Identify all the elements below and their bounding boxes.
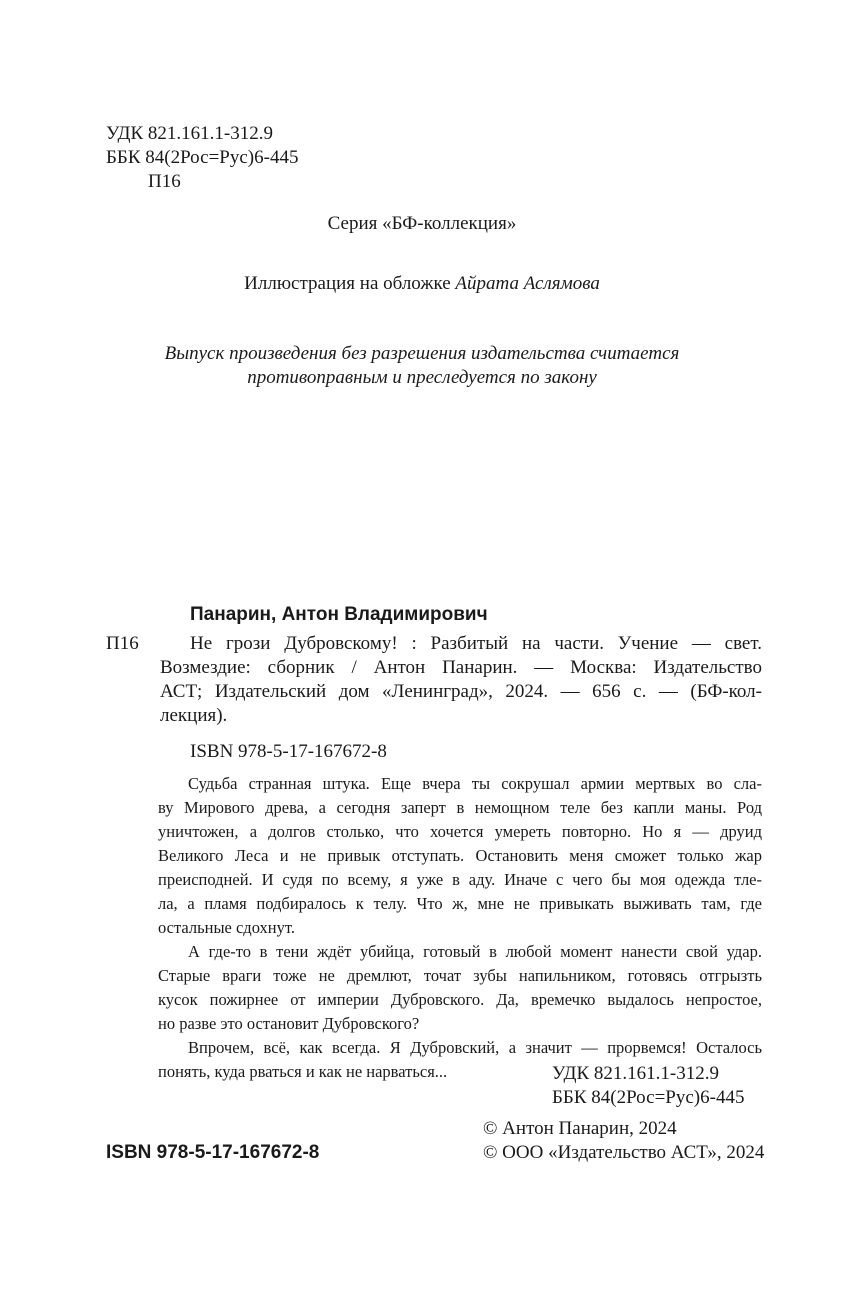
catalog-line-4: лекция). [160,705,228,726]
catalog-line-2: Возмездие: сборник / Антон Панарин. — Москва: Издательство [160,657,762,678]
annotation-p3-line-2: понять, куда рваться и как не нарваться... [158,1062,448,1081]
annotation-p2-line-3: кусок пожирнее от империи Дубровского. Да, времечко выдалось непростое, [158,990,762,1009]
annotation-p2-line-2: Старые враги тоже не дремлют, точат зубы напильником, готовясь отгрызть [158,966,762,985]
annotation-p1-line-6: ла, а пламя подбиралось к телу. Что ж, мне не привыкать выживать там, где [158,894,762,913]
isbn-bottom: ISBN 978-5-17-167672-8 [106,1142,320,1163]
author-mark: П16 [148,171,181,192]
udk-code-bottom: УДК 821.161.1-312.9 [552,1063,719,1084]
catalog-isbn: ISBN 978-5-17-167672-8 [190,741,387,762]
annotation-p1-line-4: Великого Леса и не привык отступать. Остановить меня сможет только жар [158,846,762,865]
catalog-line-3: АСТ; Издательский дом «Ленинград», 2024. — 656 с. — (БФ-кол- [160,681,762,702]
annotation-p1-line-1: Судьба странная штука. Еще вчера ты сокрушал армии мертвых во сла- [188,774,762,793]
annotation-p3-line-1: Впрочем, всё, как всегда. Я Дубровский, а значит — прорвемся! Осталось [188,1038,762,1057]
annotation-p1-line-3: уничтожен, а долгов столько, что хочется умереть повторно. Но я — друид [158,822,762,841]
catalog-description [160,633,762,729]
catalog-line-1: Не грози Дубровскому! : Разбитый на части. Учение — свет. [190,633,762,654]
series-line: Серия «БФ-коллекция» [327,213,517,234]
annotation-p1-line-2: ву Мирового древа, а сегодня заперт в немощном теле без капли маны. Род [158,798,762,817]
illustration-artist: Айрата Аслямова [455,273,600,294]
annotation-p1-line-5: преисподней. И судя по всему, я уже в аду. Иначе с чего бы моя одежда тле- [158,870,762,889]
annotation-p2-line-1: А где-то в тени ждёт убийца, готовый в любой момент нанести свой удар. [188,942,762,961]
copyright-publisher: © ООО «Издательство АСТ», 2024 [483,1142,765,1163]
catalog-mark: П16 [106,633,139,654]
copyright-author: © Антон Панарин, 2024 [483,1118,677,1139]
illustration-prefix: Иллюстрация на обложке [244,273,456,294]
catalog-author: Панарин, Антон Владимирович [190,604,488,625]
annotation-p1-line-7: остальные сдохнут. [158,918,295,937]
copyright-notice-line-2: противоправным и преследуется по закону [247,367,597,388]
copyright-notice-line-1: Выпуск произведения без разрешения издательства считается [164,343,680,364]
bbk-code-bottom: ББК 84(2Рос=Рус)6-445 [552,1087,745,1108]
bbk-code: ББК 84(2Рос=Рус)6-445 [106,147,299,168]
illustration-credit [0,273,844,295]
annotation-p2-line-4: но разве это остановит Дубровского? [158,1014,420,1033]
udk-code: УДК 821.161.1-312.9 [106,123,273,144]
